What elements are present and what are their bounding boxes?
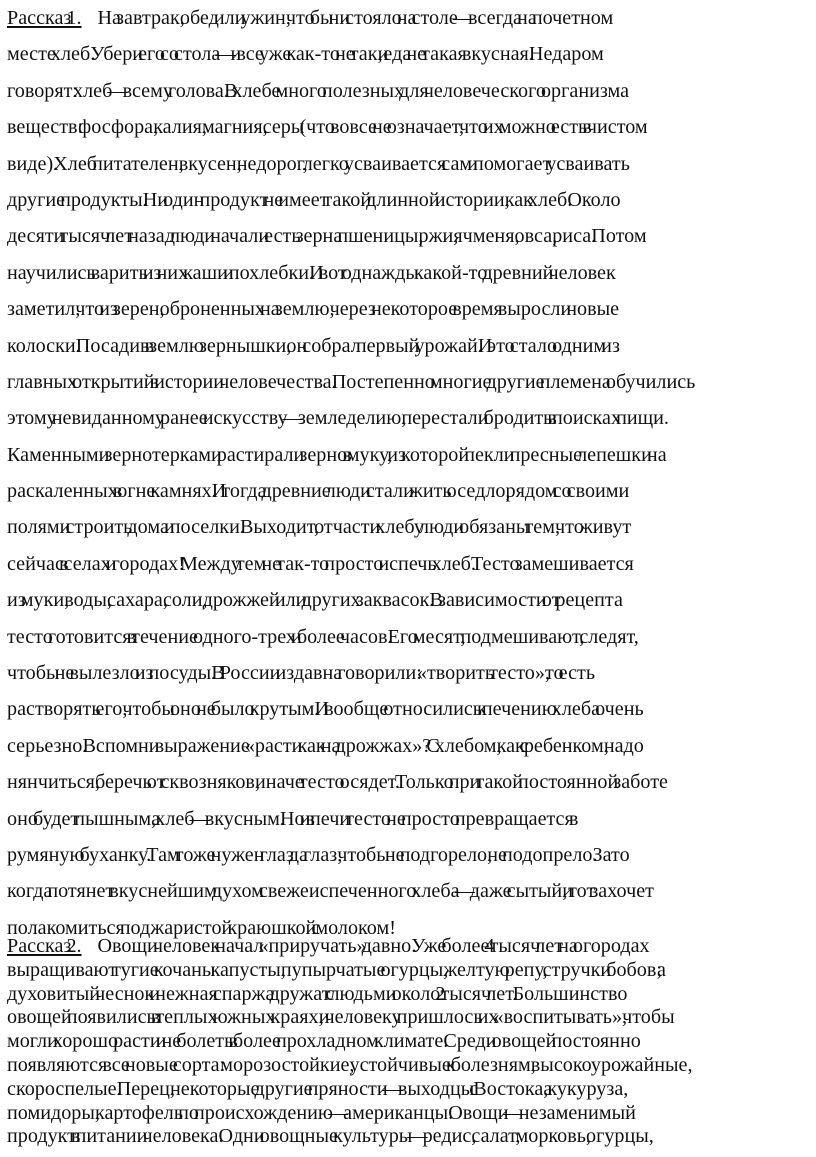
story-1-line: из муки, воды, сахара, соли, дрожжей или других заквасок. В зависимости от рецепта: [7, 589, 623, 612]
story-1-line: нянчиться, беречь от сквозняков, иначе тесто осядет. Только при такой постоянной заботе: [7, 771, 668, 794]
story-1-line: говорят: хлеб — всему голова. В хлебе много полезных для человеческого организма: [7, 79, 630, 102]
story-1-line: десяти тысяч лет назад люди начали есть зерна пшеницы, ржи, ячменя, овса, риса. Потом: [7, 225, 647, 248]
story-2-line: [7, 935, 813, 959]
story-1-heading: Рассказ 1.: [7, 7, 82, 29]
story-1: [7, 0, 815, 946]
story-1-line: научились варить из них каши и похлебки. И вот однажды какой-то древний человек: [7, 261, 616, 284]
story-2-line: продукт в питании человека. Одни овощные культуры — редис, салат, морковь, огурцы,: [7, 1125, 654, 1148]
story-2: [7, 935, 815, 1149]
story-1-line: растворять его, чтобы оно не было крутым. И вообще относились к печению хлеба очень: [7, 698, 644, 721]
story-1-line: полакомиться поджаристой краюшкой с молоком!: [7, 916, 396, 939]
story-1-line: когда потянет вкуснейшим духом свежеиспеченного хлеба — даже сытый, и тот захочет: [7, 880, 654, 903]
story-1-line: чтобы не вылезло из посуды. В России издавна говорили: «творить тесто», то есть: [7, 662, 596, 685]
story-1-line: виде). Хлеб питателен, вкусен, недорог, легко усваивается сам и помогает усваивать: [7, 152, 630, 175]
story-1-line: Каменными зернотерками растирали зерно в муку, из которой пекли пресные лепешки на: [7, 443, 667, 466]
story-1-line: раскаленных в огне камнях. И тогда древние люди стали жить оседло, рядом со своими: [7, 480, 630, 503]
story-2-line: могли хорошо расти и не болеть в более прохладном климате. Среди овощей постоянно: [7, 1030, 641, 1053]
story-2-line: скороспелые. Перец, некоторые другие пряности — выходцы с Востока, а кукуруза,: [7, 1077, 629, 1100]
story-1-line: этому невиданному ранее искусству — земледелию, перестали бродить в поисках пищи.: [7, 407, 669, 430]
story-1-line: румяную буханку. Там тоже нужен глаз да глаз, чтобы не подгорело, не подопрело. Зато: [7, 843, 630, 866]
story-1-line: [7, 0, 813, 36]
story-2-line: помидоры, картофель по происхождению — американцы. Овощи — незаменимый: [7, 1101, 636, 1124]
story-1-line: серьезно. Вспомни выражение «расти как на дрожжах»? С хлебом, как с ребенком, надо: [7, 734, 644, 757]
story-1-text: На завтрак, обед или ужин, что бы ни стояло на столе — всегда на почетном: [97, 7, 614, 29]
story-1-line: главных открытий в истории человечества. Постепенно многие другие племена обучились: [7, 370, 696, 393]
story-1-line: сейчас в селах и городах! Между тем не так-то просто испечь хлеб. Тесто замешивается: [7, 552, 634, 575]
story-2-line: появляются все новые сорта: морозостойкие, устойчивые к болезням, высокоурожайные,: [7, 1053, 693, 1076]
story-1-line: колоски. Посадив в землю зернышки, он собрал первый урожай. И это стало одним из: [7, 334, 620, 357]
story-2-heading: Рассказ 2.: [7, 935, 82, 957]
story-1-line: месте хлеб. Убери его со стола — и все уже как-то не так, и еда не такая вкусная. Недаром: [7, 43, 604, 66]
story-2-text: Овощи человек начал «приручать» давно. Уже более 4 тысяч лет на огородах: [97, 935, 650, 957]
story-2-line: выращивают тугие кочаны капусты, пупырчатые огурцы, желтую репу, стручки бобов; а: [7, 958, 666, 981]
story-1-line: оно будет пышным, а хлеб — вкусным. Но и в печи тесто не просто превращается в: [7, 807, 579, 830]
story-2-line: духовитый чеснок и нежная спаржа дружат с людьми около 2 тысяч лет. Большинство: [7, 982, 628, 1005]
story-1-line: другие продукты. Ни один продукт не имеет такой длинной истории, как хлеб. Около: [7, 188, 621, 211]
story-1-line: заметил, что из зерен, оброненных на землю, через некоторое время выросли новые: [7, 298, 620, 321]
story-1-line: полями строить дома и поселки. Выходит, отчасти хлебу люди обязаны тем, что живут: [7, 516, 632, 539]
story-2-line: овощей появились в теплых южных краях, и человеку пришлось их «воспитывать», чтобы: [7, 1006, 675, 1029]
story-1-line: тесто готовится в течение одного-трех и более часов. Его месят, подмешивают, следят,: [7, 625, 639, 648]
story-1-line: веществ: фосфора, калия, магния, серы (что вовсе не означает, что их можно есть в чистом: [7, 116, 648, 139]
